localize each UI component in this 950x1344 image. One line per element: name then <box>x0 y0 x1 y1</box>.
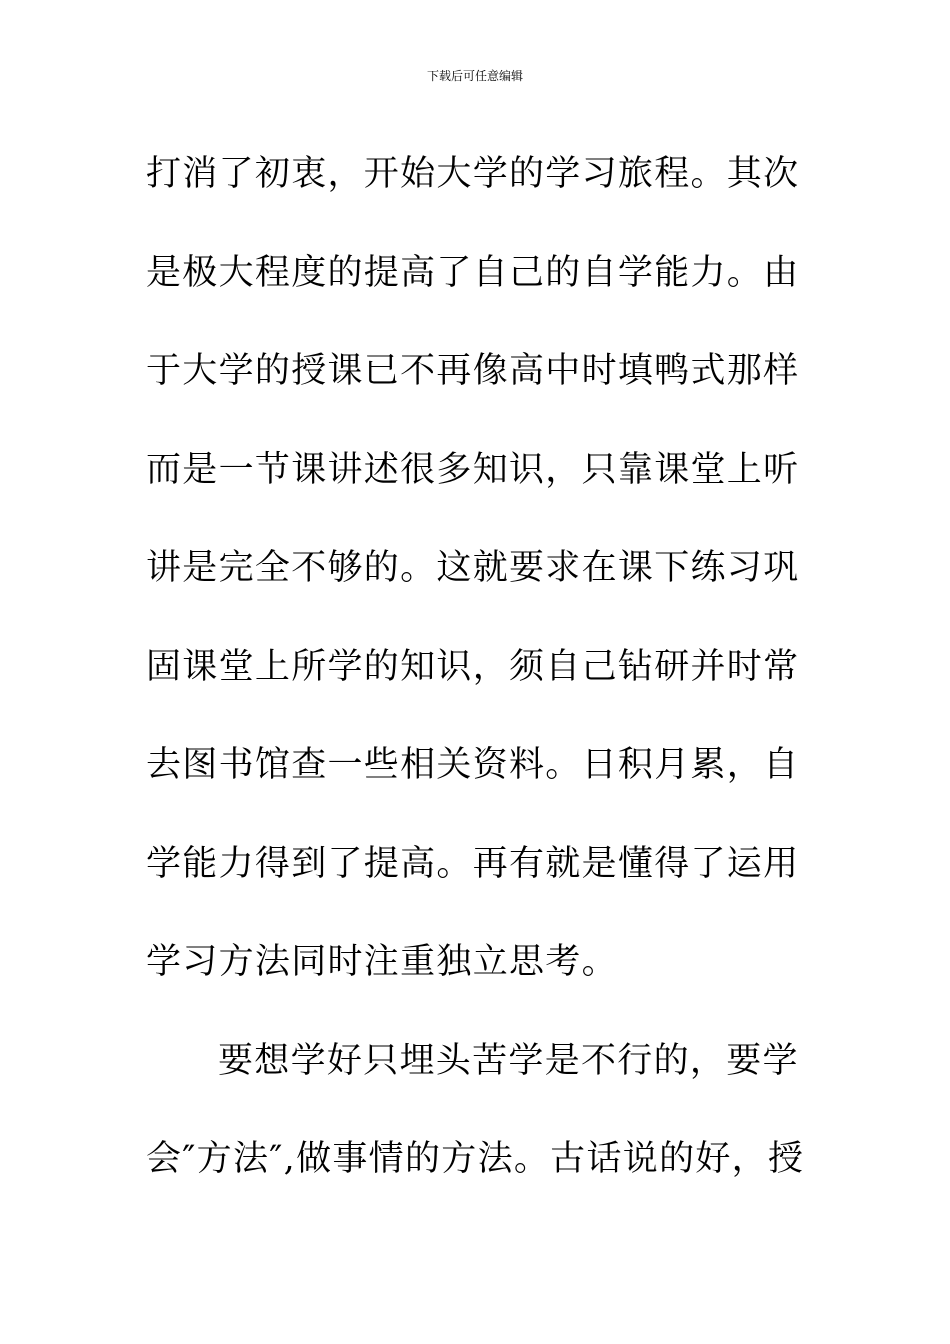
text-line: 是极大程度的提高了自己的自学能力。由 <box>146 252 800 293</box>
text-line: 于大学的授课已不再像高中时填鸭式那样 <box>146 351 800 391</box>
text-line: 而是一节课讲述很多知识，只靠课堂上听 <box>146 449 800 490</box>
paragraph-2 <box>146 1012 806 1209</box>
document-body <box>146 125 806 1209</box>
text-line: 学能力得到了提高。再有就是懂得了运用 <box>146 843 800 884</box>
text-line: 固课堂上所学的知识，须自己钻研并时常 <box>146 646 800 687</box>
text-line: 讲是完全不够的。这就要求在课下练习巩 <box>146 548 800 588</box>
text-line: 学习方法同时注重独立思考。 <box>146 942 618 982</box>
page-header: 下载后可任意编辑 <box>426 69 523 83</box>
text-line: 打消了初衷，开始大学的学习旅程。其次 <box>146 154 800 194</box>
text-line: 会″方法″,做事情的方法。古话说的好，授 <box>146 1139 805 1179</box>
text-line: 要想学好只埋头苦学是不行的，要学 <box>218 1040 799 1081</box>
paragraph-1 <box>146 125 806 1012</box>
text-line: 去图书馆查一些相关资料。日积月累，自 <box>146 745 800 785</box>
